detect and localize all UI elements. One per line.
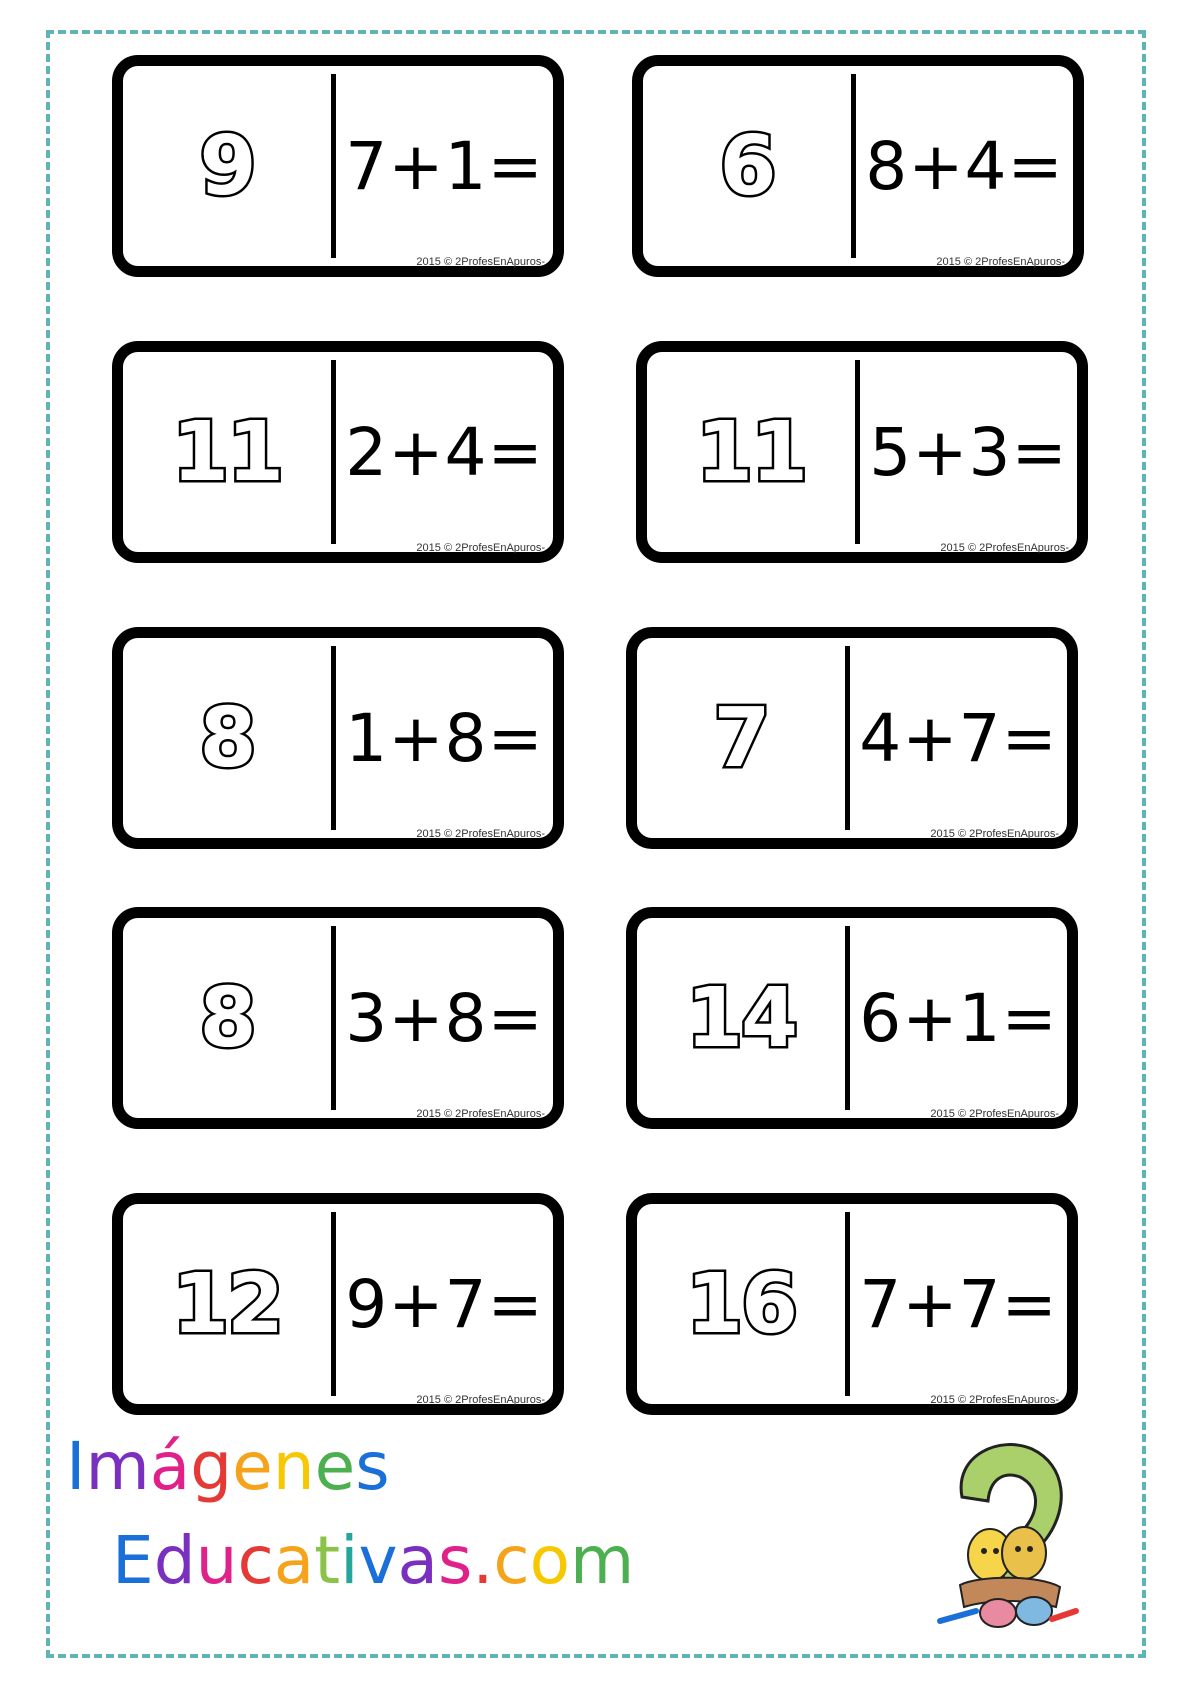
domino-number: 14 bbox=[685, 970, 797, 1066]
logo-letter: e bbox=[314, 1428, 356, 1505]
domino-expression: 9+7= bbox=[345, 1265, 544, 1343]
domino-expression: 3+8= bbox=[345, 979, 544, 1057]
domino-card bbox=[112, 1193, 564, 1415]
domino-copyright: 2015 © 2ProfesEnApuros- bbox=[416, 828, 545, 840]
domino-card bbox=[112, 907, 564, 1129]
logo-letter: e bbox=[232, 1428, 273, 1505]
domino-copyright: 2015 © 2ProfesEnApuros- bbox=[940, 542, 1069, 554]
domino-card bbox=[626, 627, 1078, 849]
domino-copyright: 2015 © 2ProfesEnApuros- bbox=[930, 828, 1059, 840]
domino-card bbox=[112, 55, 564, 277]
domino-copyright: 2015 © 2ProfesEnApuros- bbox=[416, 1108, 545, 1120]
domino-card bbox=[626, 1193, 1078, 1415]
domino-expression: 5+3= bbox=[869, 413, 1068, 491]
domino-copyright: 2015 © 2ProfesEnApuros- bbox=[416, 542, 545, 554]
domino-card bbox=[112, 627, 564, 849]
domino-expression: 1+8= bbox=[345, 699, 544, 777]
domino-number: 6 bbox=[719, 118, 775, 214]
domino-copyright: 2015 © 2ProfesEnApuros- bbox=[936, 256, 1065, 268]
logo-letter: m bbox=[570, 1522, 635, 1599]
domino-number: 11 bbox=[171, 404, 283, 500]
question-mark-mascot-icon bbox=[920, 1435, 1080, 1635]
logo-letter: u bbox=[195, 1522, 238, 1599]
logo-letter: g bbox=[190, 1428, 233, 1505]
imagenes-educativas-logo bbox=[66, 1420, 686, 1620]
domino-number: 7 bbox=[713, 690, 769, 786]
logo-letter: c bbox=[237, 1522, 274, 1599]
logo-line-2 bbox=[112, 1522, 635, 1599]
domino-expression: 4+7= bbox=[859, 699, 1058, 777]
domino-expression: 8+4= bbox=[865, 127, 1064, 205]
domino-expression: 6+1= bbox=[859, 979, 1058, 1057]
domino-number: 8 bbox=[199, 970, 255, 1066]
logo-letter: d bbox=[153, 1522, 196, 1599]
logo-letter: i bbox=[340, 1522, 359, 1599]
logo-letter: v bbox=[358, 1522, 398, 1599]
domino-number: 16 bbox=[685, 1256, 797, 1352]
logo-letter: o bbox=[529, 1522, 571, 1599]
domino-copyright: 2015 © 2ProfesEnApuros- bbox=[416, 256, 545, 268]
domino-card bbox=[632, 55, 1084, 277]
domino-number: 8 bbox=[199, 690, 255, 786]
domino-number: 9 bbox=[199, 118, 255, 214]
domino-copyright: 2015 © 2ProfesEnApuros- bbox=[416, 1394, 545, 1406]
logo-letter: s bbox=[437, 1522, 473, 1599]
logo-letter: E bbox=[112, 1522, 154, 1599]
logo-letter: t bbox=[314, 1522, 341, 1599]
domino-number: 12 bbox=[171, 1256, 283, 1352]
domino-expression: 7+7= bbox=[859, 1265, 1058, 1343]
domino-card bbox=[636, 341, 1088, 563]
domino-copyright: 2015 © 2ProfesEnApuros- bbox=[930, 1108, 1059, 1120]
domino-expression: 2+4= bbox=[345, 413, 544, 491]
domino-copyright: 2015 © 2ProfesEnApuros- bbox=[930, 1394, 1059, 1406]
domino-card bbox=[112, 341, 564, 563]
logo-letter: n bbox=[272, 1428, 315, 1505]
domino-expression: 7+1= bbox=[345, 127, 544, 205]
logo-letter: . bbox=[472, 1522, 494, 1599]
logo-letter: m bbox=[85, 1428, 150, 1505]
logo-letter: s bbox=[355, 1428, 390, 1505]
domino-number: 11 bbox=[695, 404, 807, 500]
logo-letter: I bbox=[66, 1428, 86, 1505]
logo-letter: á bbox=[149, 1428, 191, 1505]
logo-letter: c bbox=[493, 1522, 530, 1599]
logo-line-1 bbox=[66, 1428, 390, 1505]
logo-letter: a bbox=[397, 1522, 438, 1599]
domino-card bbox=[626, 907, 1078, 1129]
logo-letter: a bbox=[273, 1522, 315, 1599]
